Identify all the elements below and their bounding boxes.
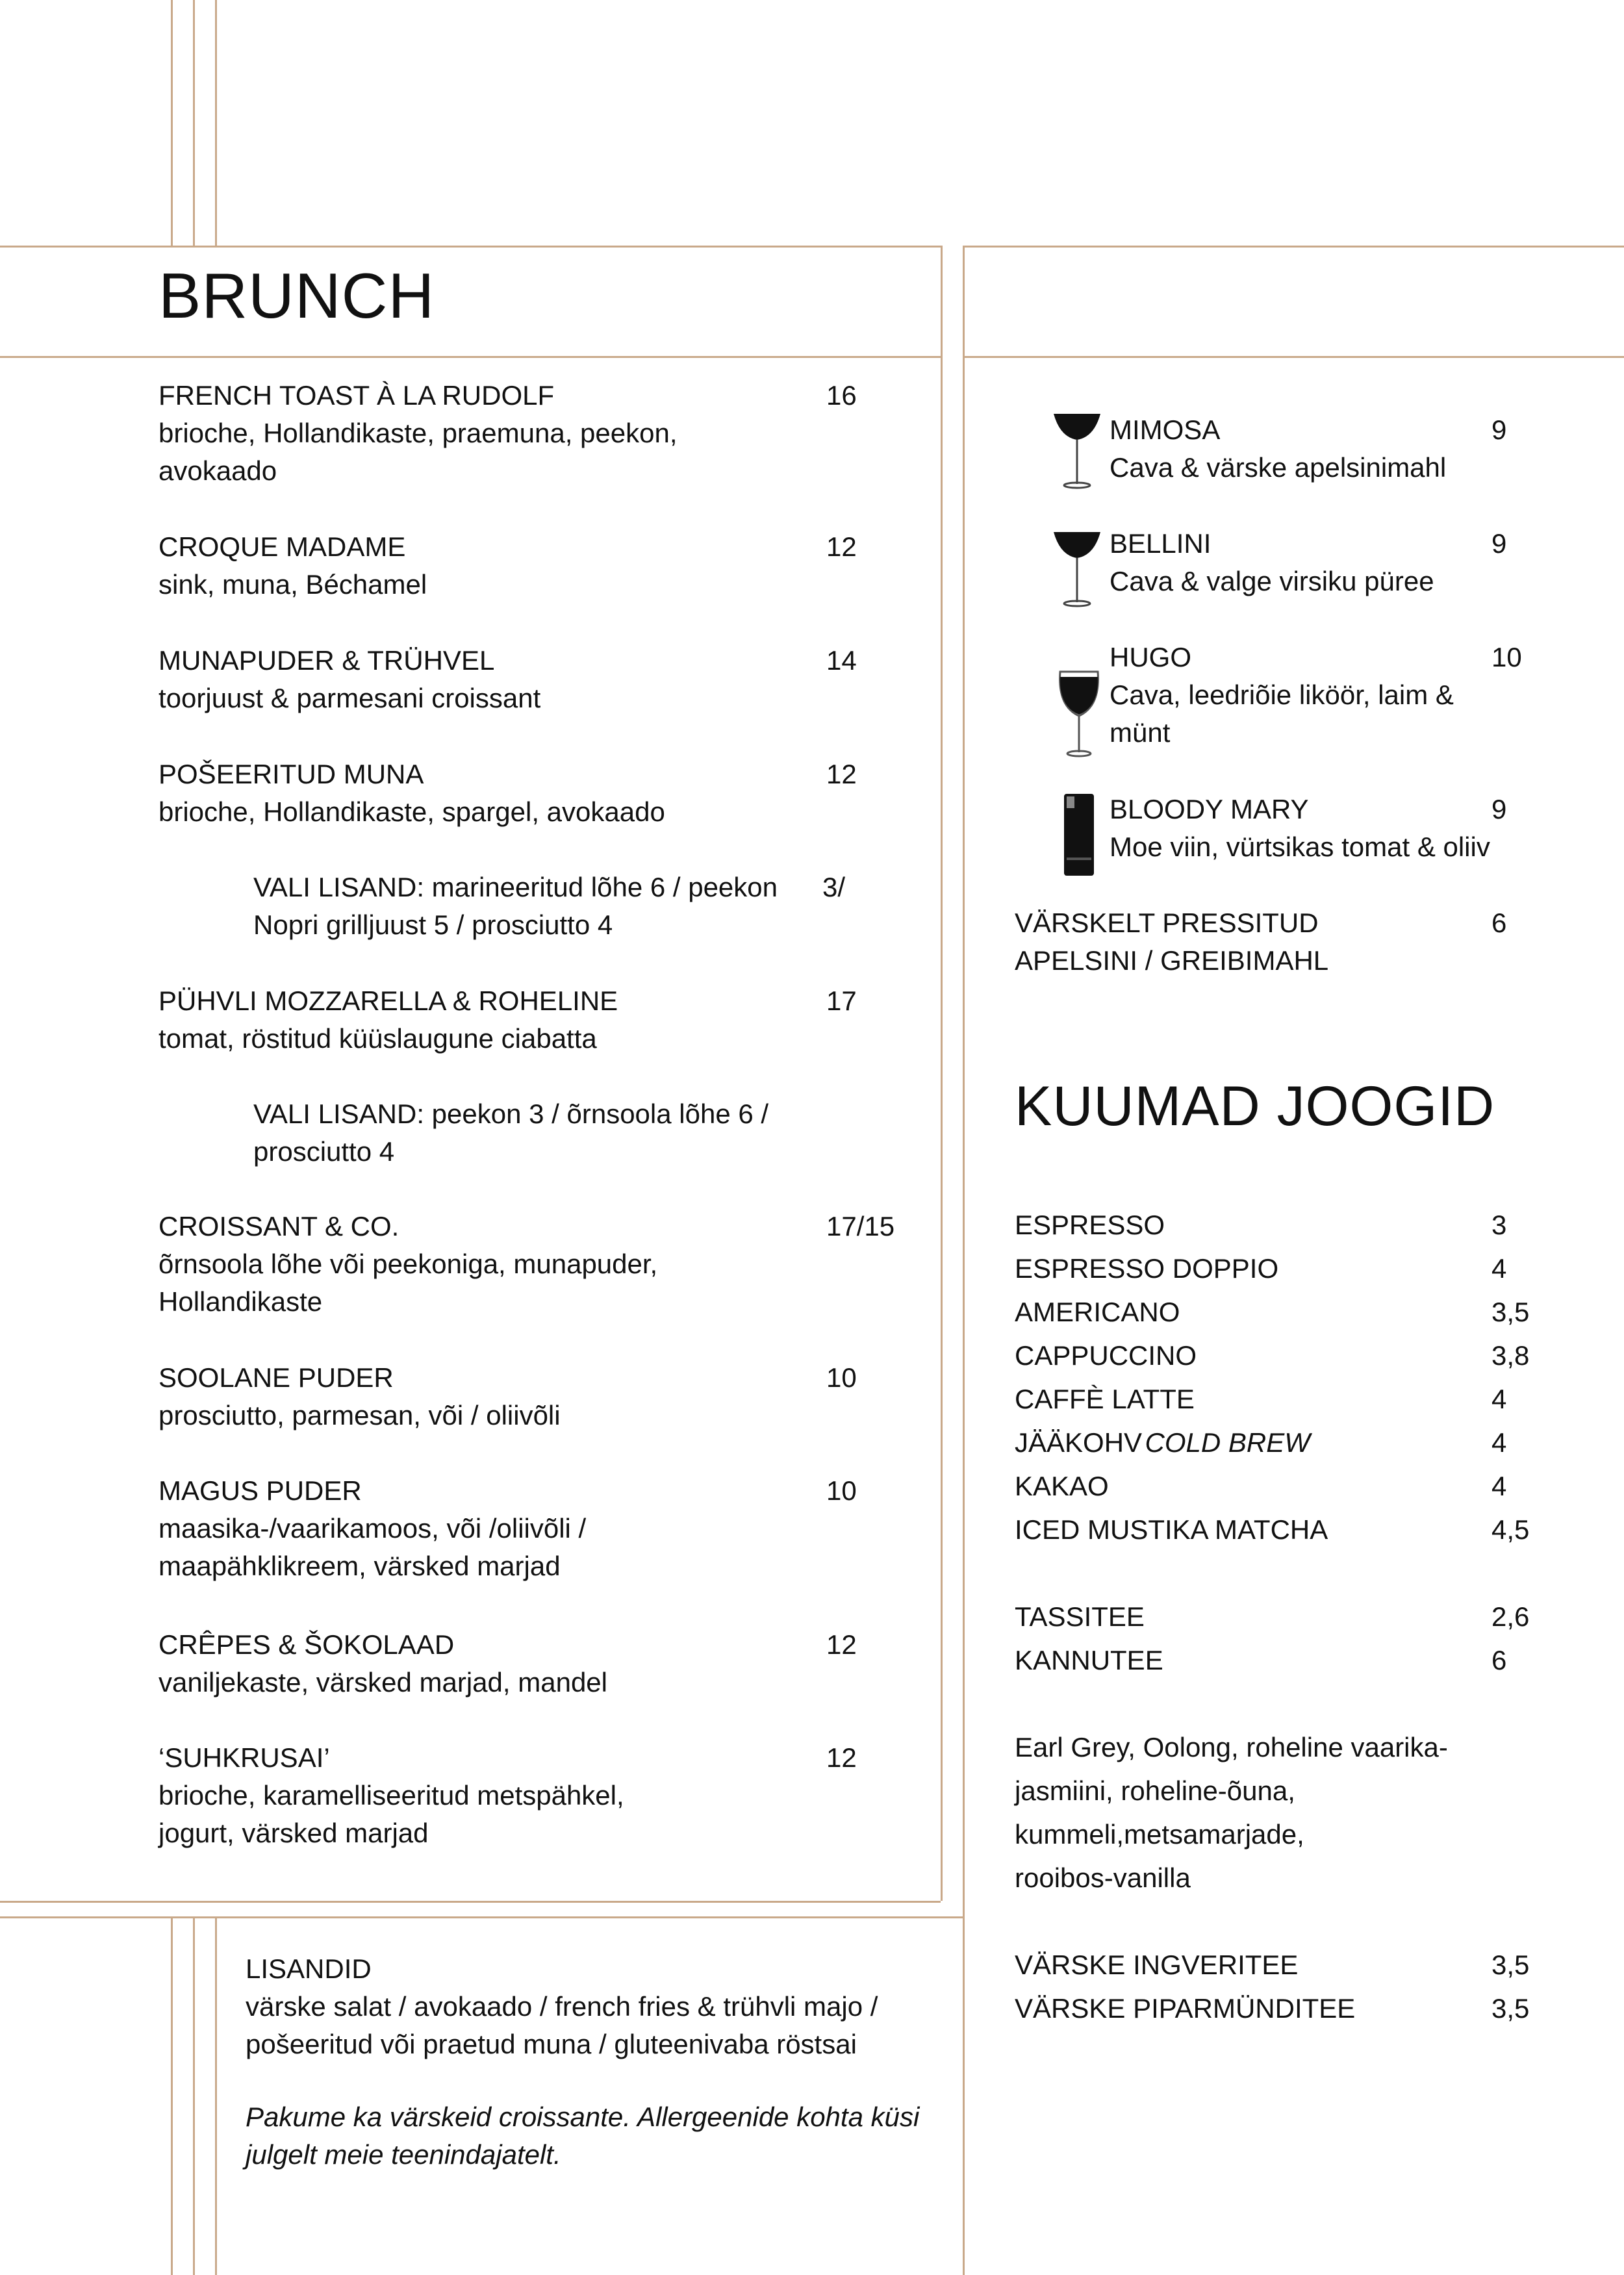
drink-price: 3,8 xyxy=(1491,1340,1530,1371)
drink-price: 4 xyxy=(1491,1427,1507,1458)
item-desc: brioche, Hollandikaste, spargel, avokaado xyxy=(159,796,665,827)
item-price: 10 xyxy=(826,1475,857,1506)
tea-flavour-line: Earl Grey, Oolong, roheline vaarika- xyxy=(1015,1732,1448,1762)
item-desc: Cava & värske apelsinimahl xyxy=(1110,452,1447,483)
item-name: APELSINI / GREIBIMAHL xyxy=(1015,945,1329,976)
drink-name: KANNUTEE xyxy=(1015,1645,1163,1675)
tea-flavours xyxy=(1015,1725,1586,1900)
drink-name: ESPRESSO DOPPIO xyxy=(1015,1253,1279,1284)
drink-name: JÄÄKOHV xyxy=(1015,1427,1143,1458)
item-desc: Cava & valge virsiku püree xyxy=(1110,566,1434,596)
menu-item xyxy=(159,1739,906,1852)
menu-item xyxy=(159,1626,906,1701)
addon-note xyxy=(253,1095,903,1171)
item-price: 14 xyxy=(826,645,857,676)
drink-price: 3,5 xyxy=(1491,1297,1530,1327)
item-desc: maasika-/vaarikamoos, või /oliivõli / maapähklikreem, värsked marjad xyxy=(159,1513,587,1581)
item-desc: Cava, leedriõie liköör, laim & münt xyxy=(1110,680,1454,748)
item-name: BELLINI xyxy=(1110,528,1212,559)
item-name: MAGUS PUDER xyxy=(159,1475,362,1506)
drink-price: 4 xyxy=(1491,1384,1507,1414)
item-price: 6 xyxy=(1491,908,1507,938)
extras-desc: värske salat / avokaado / french fries & trühvli majo / pošeeritud või praetud muna / gluteenivaba röstsai xyxy=(246,1991,878,2059)
item-name: BLOODY MARY xyxy=(1110,794,1309,824)
drink-price: 2,6 xyxy=(1491,1601,1530,1632)
list-item xyxy=(1015,1377,1586,1421)
drink-name: VÄRSKE PIPARMÜNDITEE xyxy=(1015,1993,1356,2024)
item-name: SOOLANE PUDER xyxy=(159,1362,394,1393)
drink-name: AMERICANO xyxy=(1015,1297,1180,1327)
drink-price: 6 xyxy=(1491,1645,1507,1675)
drink-name: CAFFÈ LATTE xyxy=(1015,1384,1195,1414)
item-name: CRÊPES & ŠOKOLAAD xyxy=(159,1629,455,1660)
menu-item xyxy=(159,1359,906,1434)
item-price: 17 xyxy=(826,985,857,1016)
item-name: FRENCH TOAST À LA RUDOLF xyxy=(159,380,555,411)
tea-flavour-line: kummeli,metsamarjade, xyxy=(1015,1819,1304,1849)
item-desc: vaniljekaste, värsked marjad, mandel xyxy=(159,1667,607,1697)
item-name: MIMOSA xyxy=(1110,414,1221,445)
list-item xyxy=(1015,1247,1586,1290)
item-price: 9 xyxy=(1491,414,1507,445)
item-name: HUGO xyxy=(1110,642,1191,672)
item-desc: brioche, Hollandikaste, praemuna, peekon, avokaado xyxy=(159,418,678,486)
item-price: 12 xyxy=(826,1742,857,1773)
drink-name: ICED MUSTIKA MATCHA xyxy=(1015,1514,1328,1545)
menu-item xyxy=(159,377,906,490)
item-price: 16 xyxy=(826,380,857,411)
item-name: CROISSANT & CO. xyxy=(159,1211,400,1241)
item-price: 12 xyxy=(826,759,857,789)
item-desc: prosciutto, parmesan, või / oliivõli xyxy=(159,1400,561,1430)
item-desc: õrnsoola lõhe või peekoniga, munapuder, Hollandikaste xyxy=(159,1249,658,1317)
menu-item xyxy=(159,982,906,1058)
menu-item xyxy=(159,642,906,717)
item-name: MUNAPUDER & TRÜHVEL xyxy=(159,645,495,676)
item-price: 9 xyxy=(1491,794,1507,824)
drink-name-italic: COLD BREW xyxy=(1145,1427,1310,1458)
list-item xyxy=(1015,1203,1586,1247)
list-item xyxy=(1015,1595,1586,1638)
extras-section xyxy=(246,1950,934,2174)
menu-item xyxy=(1110,411,1577,487)
item-name: VÄRSKELT PRESSITUD xyxy=(1015,908,1319,938)
addon-line: prosciutto 4 xyxy=(253,1136,395,1167)
drink-name: ESPRESSO xyxy=(1015,1210,1165,1240)
hot-drinks-title: KUUMAD JOOGID xyxy=(1015,1075,1495,1138)
drink-price: 4 xyxy=(1491,1471,1507,1501)
item-desc: tomat, röstitud küüslaugune ciabatta xyxy=(159,1023,597,1054)
item-price: 17/15 xyxy=(826,1211,895,1241)
menu-item xyxy=(159,1472,906,1585)
list-item xyxy=(1015,1464,1586,1508)
list-item xyxy=(1015,1638,1586,1682)
drink-price: 4,5 xyxy=(1491,1514,1530,1545)
addon-line: VALI LISAND: marineeritud lõhe 6 / peekon xyxy=(253,872,778,902)
addon-price: 3/ xyxy=(822,872,846,902)
drink-name: TASSITEE xyxy=(1015,1601,1145,1632)
list-item xyxy=(1015,1943,1586,1987)
item-name: ‘SUHKRUSAI’ xyxy=(159,1742,330,1773)
extras-title: LISANDID xyxy=(246,1953,372,1984)
coupe-glass-icon xyxy=(1051,529,1103,607)
wine-glass-icon xyxy=(1056,670,1102,758)
list-item xyxy=(1015,1421,1586,1464)
item-price: 12 xyxy=(826,1629,857,1660)
addon-note xyxy=(253,869,903,944)
drink-price: 3,5 xyxy=(1491,1950,1530,1980)
brunch-title: BRUNCH xyxy=(159,260,435,331)
item-desc: brioche, karamelliseeritud metspähkel, jogurt, värsked marjad xyxy=(159,1780,624,1848)
menu-item xyxy=(1015,904,1599,980)
item-price: 12 xyxy=(826,531,857,562)
menu-item xyxy=(1110,791,1603,866)
item-desc: toorjuust & parmesani croissant xyxy=(159,683,541,713)
addon-line: VALI LISAND: peekon 3 / õrnsoola lõhe 6 / xyxy=(253,1099,769,1129)
menu-item xyxy=(159,528,906,604)
drink-price: 3 xyxy=(1491,1210,1507,1240)
drink-name: KAKAO xyxy=(1015,1471,1109,1501)
tea-flavour-line: rooibos-vanilla xyxy=(1015,1862,1191,1893)
menu-item xyxy=(1110,639,1577,752)
hot-drinks-list xyxy=(1015,1203,1586,2030)
item-name: POŠEERITUD MUNA xyxy=(159,759,424,789)
item-desc: Moe viin, vürtsikas tomat & oliiv xyxy=(1110,832,1490,862)
drink-price: 3,5 xyxy=(1491,1993,1530,2024)
coupe-glass-icon xyxy=(1051,411,1103,489)
item-price: 10 xyxy=(826,1362,857,1393)
menu-item xyxy=(159,756,906,831)
drink-price: 4 xyxy=(1491,1253,1507,1284)
item-price: 10 xyxy=(1491,642,1522,672)
menu-item xyxy=(1110,525,1577,600)
list-item xyxy=(1015,1334,1586,1377)
item-price: 9 xyxy=(1491,528,1507,559)
drink-name: VÄRSKE INGVERITEE xyxy=(1015,1950,1299,1980)
list-item xyxy=(1015,1987,1586,2030)
highball-glass-icon xyxy=(1061,793,1097,877)
list-item xyxy=(1015,1508,1586,1551)
menu-item xyxy=(159,1208,906,1321)
addon-line: Nopri grilljuust 5 / prosciutto 4 xyxy=(253,909,613,940)
list-item xyxy=(1015,1290,1586,1334)
item-name: CROQUE MADAME xyxy=(159,531,406,562)
item-name: PÜHVLI MOZZARELLA & ROHELINE xyxy=(159,985,618,1016)
drink-name: CAPPUCCINO xyxy=(1015,1340,1197,1371)
extras-note: Pakume ka värskeid croissante. Allergeenide kohta küsi julgelt meie teenindajatelt. xyxy=(246,2102,920,2170)
item-desc: sink, muna, Béchamel xyxy=(159,569,427,600)
tea-flavour-line: jasmiini, roheline-õuna, xyxy=(1015,1775,1295,1806)
